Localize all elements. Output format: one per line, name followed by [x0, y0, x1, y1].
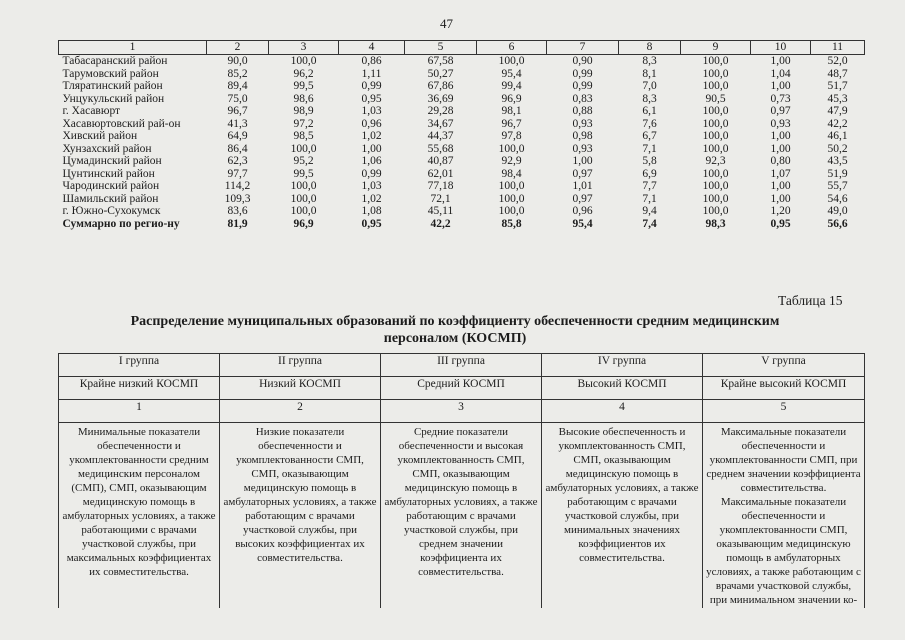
table-cell: 54,6 — [827, 192, 848, 205]
level-label: Средний КОСМП — [381, 377, 542, 400]
table-row — [59, 55, 865, 68]
table-cell: 55,68 — [427, 142, 454, 155]
table-cell: 1,01 — [572, 180, 593, 192]
group-header: III группа — [381, 354, 542, 377]
column-number: 5 — [405, 41, 477, 55]
table-cell: 0,96 — [572, 205, 593, 217]
table-header-row — [59, 41, 865, 55]
table-cell: 43,5 — [827, 155, 848, 167]
table-cell: 47,9 — [827, 105, 848, 117]
table-cell: 100,0 — [702, 142, 729, 155]
table-cell: 77,18 — [427, 180, 454, 192]
group-number: 2 — [220, 400, 381, 423]
table-cell: 109,3 — [224, 192, 251, 205]
district-name: Чародинский район — [62, 180, 160, 192]
table-row — [59, 118, 865, 131]
table-cell: 7,1 — [642, 192, 657, 205]
table-cell: 1,02 — [361, 130, 382, 142]
table-cell: 99,5 — [293, 167, 314, 180]
table-cell: 7,4 — [642, 217, 657, 230]
table-cell: 64,9 — [227, 130, 248, 142]
group-number: 4 — [542, 400, 703, 423]
table-cell: 100,0 — [702, 192, 729, 205]
table-cell: 114,2 — [224, 180, 251, 192]
table-cell: 96,7 — [227, 105, 248, 117]
district-name: г. Хасавюрт — [62, 105, 121, 117]
table-cell: 1,00 — [770, 192, 791, 205]
table-cell: 0,83 — [572, 92, 593, 105]
table-cell: 36,69 — [427, 92, 454, 105]
table-cell: 1,03 — [361, 180, 382, 192]
column-number: 11 — [811, 41, 865, 55]
column-number: 10 — [751, 41, 811, 55]
column-number: 1 — [59, 41, 207, 55]
table-row — [59, 218, 865, 231]
table-cell: 97,2 — [293, 117, 314, 130]
column-number: 3 — [269, 41, 339, 55]
table-cell: 0,90 — [572, 55, 593, 67]
table-cell: 100,0 — [290, 55, 317, 67]
table-cell: 100,0 — [702, 105, 729, 117]
table-cell: 7,0 — [642, 80, 657, 92]
district-indicators-table — [58, 40, 865, 230]
table-cell: 95,4 — [501, 67, 522, 80]
table-cell: 85,8 — [501, 217, 522, 230]
table-cell: 1,00 — [361, 142, 382, 155]
table-cell: 98,5 — [293, 130, 314, 142]
table-cell: 92,9 — [501, 155, 522, 167]
table-cell: 56,6 — [827, 217, 848, 230]
table-cell: 100,0 — [290, 180, 317, 192]
table-cell: 98,4 — [501, 167, 522, 180]
table-cell: 100,0 — [702, 130, 729, 142]
table-row — [59, 130, 865, 143]
level-label-row — [59, 377, 865, 400]
group-number-row — [59, 400, 865, 423]
table-cell: 7,6 — [642, 117, 657, 130]
table-cell: 0,96 — [361, 117, 382, 130]
table-cell: 100,0 — [290, 142, 317, 155]
column-number: 4 — [339, 41, 405, 55]
group-header: IV группа — [542, 354, 703, 377]
table-cell: 95,4 — [572, 217, 593, 230]
column-number: 8 — [619, 41, 681, 55]
group-description: Низкие показатели обеспеченности и укомплектованности СМП, СМП, оказывающим медицинскую помощь в амбулаторных условиях, а также работающим с врачами участковой службы, при высоких коэффициентах их совместительства. — [220, 423, 381, 609]
group-header: II группа — [220, 354, 381, 377]
table-cell: 1,04 — [770, 67, 791, 80]
table-cell: 0,86 — [361, 55, 382, 67]
district-name: Табасаранский район — [62, 55, 168, 67]
page-number: 47 — [440, 16, 453, 31]
table-cell: 9,4 — [642, 205, 657, 217]
table-cell: 96,2 — [293, 67, 314, 80]
table-row — [59, 68, 865, 81]
table-cell: 100,0 — [290, 205, 317, 217]
table-cell: 96,9 — [293, 217, 314, 230]
level-label: Крайне высокий КОСМП — [703, 377, 865, 400]
table-row — [59, 155, 865, 168]
district-name: г. Южно-Сухокумск — [62, 205, 161, 217]
table-cell: 0,93 — [572, 142, 593, 155]
table-cell: 1,00 — [770, 55, 791, 67]
level-label: Крайне низкий КОСМП — [59, 377, 220, 400]
table-cell: 0,99 — [361, 80, 382, 92]
table-cell: 7,7 — [642, 180, 657, 192]
column-number: 9 — [681, 41, 751, 55]
table-cell: 6,1 — [642, 105, 657, 117]
table-cell: 100,0 — [702, 180, 729, 192]
groups-table — [58, 353, 865, 608]
table-cell: 100,0 — [498, 205, 525, 217]
table-row — [59, 205, 865, 218]
level-label: Высокий КОСМП — [542, 377, 703, 400]
table-cell: 46,1 — [827, 130, 848, 142]
table-cell: 8,3 — [642, 55, 657, 67]
table-row — [59, 80, 865, 93]
table-cell: 1,00 — [770, 80, 791, 92]
table-cell: 0,98 — [572, 130, 593, 142]
table-cell: 41,3 — [227, 117, 248, 130]
table-cell: 1,07 — [770, 167, 791, 180]
table-cell: 51,9 — [827, 167, 848, 180]
table-cell: 1,00 — [572, 155, 593, 167]
table-cell: 90,5 — [705, 92, 726, 105]
table-cell: 5,8 — [642, 155, 657, 167]
table-cell: 6,7 — [642, 130, 657, 142]
table-cell: 29,28 — [427, 105, 454, 117]
table-cell: 100,0 — [498, 180, 525, 192]
table-title: Распределение муниципальных образований по коэффициенту обеспеченности средним медицинским персоналом (КОСМП) — [130, 314, 780, 346]
table-cell: 99,4 — [501, 80, 522, 92]
table-cell: 0,95 — [361, 217, 382, 230]
table-cell: 72,1 — [430, 192, 451, 205]
group-description: Минимальные показатели обеспеченности и укомплектованности средним медицинским персоналом (СМП), СМП, оказывающим медицинскую помощь в амбулаторных условиях, а также работающими с врачами участковой службы, при максимальных коэффициентах их совместительства. — [59, 423, 220, 609]
table-row — [59, 168, 865, 181]
district-name: Хунзахский район — [62, 142, 152, 155]
group-description: Максимальные показатели обеспеченности и укомплектованности СМП, при среднем значении коэффициента совместительства. Максимальные показатели обеспеченности и укомплектованности СМП, оказывающим медицинскую помощь в амбулаторных условиях, а также работающим с врачами участковой службы, при минимальном значении ко- — [703, 423, 865, 609]
table-cell: 0,95 — [361, 92, 382, 105]
column-number: 2 — [207, 41, 269, 55]
table-cell: 97,7 — [227, 167, 248, 180]
table-cell: 8,3 — [642, 92, 657, 105]
table-cell: 1,00 — [770, 180, 791, 192]
table-cell: 96,9 — [501, 92, 522, 105]
group-header: V группа — [703, 354, 865, 377]
table-cell: 0,95 — [770, 217, 791, 230]
table-cell: 0,97 — [572, 167, 593, 180]
district-name: Унцукульский район — [62, 92, 165, 105]
table-cell: 90,0 — [227, 55, 248, 67]
level-label: Низкий КОСМП — [220, 377, 381, 400]
group-number: 5 — [703, 400, 865, 423]
table-cell: 98,6 — [293, 92, 314, 105]
table-cell: 52,0 — [827, 55, 848, 67]
table-cell: 0,93 — [770, 117, 791, 130]
district-name: Тляратинский район — [62, 80, 163, 92]
group-description-row — [59, 423, 865, 609]
table-cell: 96,7 — [501, 117, 522, 130]
table-cell: 98,1 — [501, 105, 522, 117]
table-cell: 1,06 — [361, 155, 382, 167]
district-name: Суммарно по регио-ну — [62, 217, 180, 230]
table-cell: 49,0 — [827, 205, 848, 217]
table-cell: 98,3 — [705, 217, 726, 230]
table-cell: 83,6 — [227, 205, 248, 217]
group-description: Высокие обеспеченность и укомплектованность СМП, СМП, оказывающим медицинскую помощь в амбулаторных условиях, а также работающим с врачами участковой службы, при минимальных значениях коэффициентов их совместительства. — [542, 423, 703, 609]
district-name: Шамильский район — [62, 192, 159, 205]
table-cell: 81,9 — [227, 217, 248, 230]
table-cell: 100,0 — [702, 117, 729, 130]
table-cell: 0,99 — [361, 167, 382, 180]
table-cell: 50,2 — [827, 142, 848, 155]
table-cell: 45,11 — [427, 205, 454, 217]
table-cell: 100,0 — [702, 167, 729, 180]
table-cell: 100,0 — [498, 192, 525, 205]
district-name: Хивский район — [62, 130, 138, 142]
table-row — [59, 193, 865, 206]
table-cell: 50,27 — [427, 67, 454, 80]
table-cell: 6,9 — [642, 167, 657, 180]
group-description: Средние показатели обеспеченности и высокая укомплектованность СМП, СМП, оказывающим медицинскую помощь в амбулаторных условиях, а также работающим с врачами участковой службы, при среднем значении коэффициента их совместительства. — [381, 423, 542, 609]
table-cell: 97,8 — [501, 130, 522, 142]
table-cell: 85,2 — [227, 67, 248, 80]
table-cell: 67,58 — [427, 55, 454, 67]
table-row — [59, 180, 865, 193]
table-cell: 0,88 — [572, 105, 593, 117]
table-cell: 92,3 — [705, 155, 726, 167]
table-cell: 0,73 — [770, 92, 791, 105]
table-cell: 0,97 — [572, 192, 593, 205]
table-cell: 100,0 — [702, 55, 729, 67]
table-cell: 1,03 — [361, 105, 382, 117]
table-cell: 100,0 — [290, 192, 317, 205]
table-row — [59, 93, 865, 106]
district-name: Тарумовский район — [62, 67, 159, 80]
table-cell: 62,3 — [227, 155, 248, 167]
table-cell: 8,1 — [642, 67, 657, 80]
table-cell: 1,00 — [770, 142, 791, 155]
table-cell: 89,4 — [227, 80, 248, 92]
table-cell: 100,0 — [498, 55, 525, 67]
table-cell: 48,7 — [827, 67, 848, 80]
table-cell: 100,0 — [702, 205, 729, 217]
table-cell: 7,1 — [642, 142, 657, 155]
table-number: Таблица 15 — [778, 293, 843, 308]
group-header: I группа — [59, 354, 220, 377]
group-number: 3 — [381, 400, 542, 423]
table-cell: 45,3 — [827, 92, 848, 105]
district-name: Цунтинский район — [62, 167, 155, 180]
table-cell: 0,99 — [572, 80, 593, 92]
table-cell: 98,9 — [293, 105, 314, 117]
table-cell: 99,5 — [293, 80, 314, 92]
table-cell: 1,08 — [361, 205, 382, 217]
table-cell: 0,93 — [572, 117, 593, 130]
district-name: Цумадинский район — [62, 155, 162, 167]
group-number: 1 — [59, 400, 220, 423]
table-cell: 75,0 — [227, 92, 248, 105]
table-cell: 42,2 — [430, 217, 451, 230]
table-cell: 1,00 — [770, 130, 791, 142]
table-cell: 1,02 — [361, 192, 382, 205]
table-row — [59, 105, 865, 118]
table-cell: 100,0 — [702, 67, 729, 80]
table-cell: 1,20 — [770, 205, 791, 217]
table-cell: 40,87 — [427, 155, 454, 167]
table-cell: 34,67 — [427, 117, 454, 130]
table-cell: 100,0 — [498, 142, 525, 155]
table-cell: 1,11 — [361, 67, 382, 80]
group-header-row — [59, 354, 865, 377]
table-cell: 86,4 — [227, 142, 248, 155]
table-row — [59, 143, 865, 156]
table-cell: 67,86 — [427, 80, 454, 92]
district-name: Хасавюртовский рай-он — [62, 117, 181, 130]
table-cell: 0,99 — [572, 67, 593, 80]
column-number: 6 — [477, 41, 547, 55]
table-cell: 95,2 — [293, 155, 314, 167]
table-cell: 100,0 — [702, 80, 729, 92]
table-cell: 44,37 — [427, 130, 454, 142]
table-cell: 0,97 — [770, 105, 791, 117]
table-cell: 62,01 — [427, 167, 454, 180]
table-cell: 42,2 — [827, 117, 848, 130]
table-cell: 55,7 — [827, 180, 848, 192]
table-cell: 0,80 — [770, 155, 791, 167]
table-cell: 51,7 — [827, 80, 848, 92]
column-number: 7 — [547, 41, 619, 55]
